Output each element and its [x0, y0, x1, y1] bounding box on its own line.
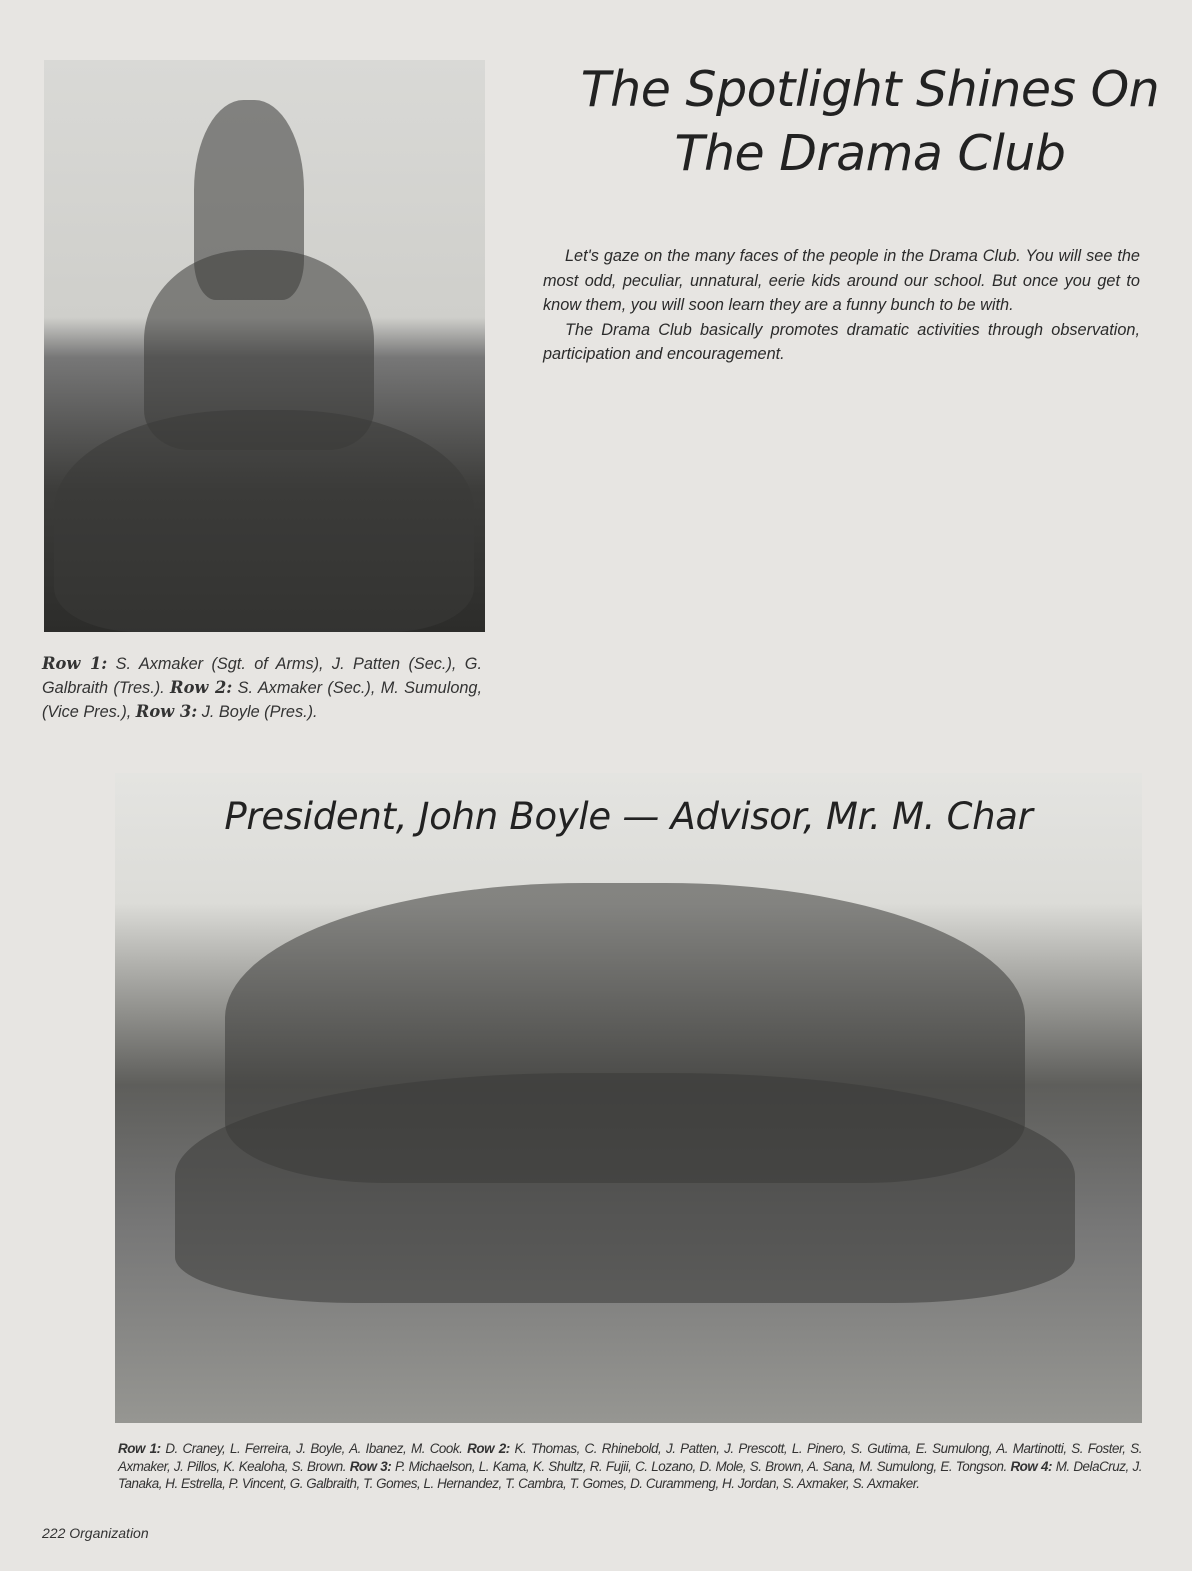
- intro-paragraph: The Drama Club basically promotes dramatic activities through observation, participation and encouragement.: [543, 320, 1140, 363]
- row-label: Row 2:: [467, 1441, 510, 1456]
- page-footer: 222 Organization: [42, 1525, 149, 1541]
- row-names: S. Axmaker (Sgt. of Arms), J. Patten (Sec.), G. Galbraith (Tres.).: [42, 655, 482, 697]
- intro-paragraph: Let's gaze on the many faces of the people in the Drama Club. You will see the most odd, peculiar, unnatural, eerie kids around our school. But once you get to know them, you will soon learn they are a funny bunch to be with.: [543, 247, 1140, 314]
- officers-caption: [42, 652, 482, 724]
- officers-photo: [44, 60, 485, 632]
- group-photo-title: President, John Boyle — Advisor, Mr. M. Char: [224, 795, 1033, 838]
- row-label: Row 4:: [1010, 1458, 1053, 1474]
- row-names: M. DelaCruz, J. Tanaka, H. Estrella, P. Vincent, G. Galbraith, T. Gomes, L. Hernandez, T. Cambra, T. Gomes, D. Curammeng, H. Jordan, S. Axmaker, S. Axmaker.: [118, 1458, 1142, 1491]
- group-caption: [118, 1440, 1142, 1493]
- intro-text: [543, 244, 1140, 367]
- page-title: [560, 58, 1180, 186]
- group-figure: [175, 1073, 1075, 1303]
- row-names: P. Michaelson, L. Kama, K. Shultz, R. Fujii, C. Lozano, D. Mole, S. Brown, A. Sana, M. Sumulong, E. Tongson.: [391, 1458, 1011, 1474]
- row-label: Row 3:: [349, 1458, 392, 1474]
- group-photo: [115, 773, 1142, 1423]
- title-line-2: The Drama Club: [674, 125, 1066, 182]
- row-names: D. Craney, L. Ferreira, J. Boyle, A. Ibanez, M. Cook.: [160, 1441, 468, 1456]
- person-figure: [54, 410, 474, 632]
- row-names: K. Thomas, C. Rhinebold, J. Patten, J. Prescott, L. Pinero, S. Gutima, E. Sumulong, A. Martinotti, S. Foster, S. Axmaker, J. Pillos, K. Kealoha, S. Brown.: [118, 1441, 1142, 1474]
- row-names: S. Axmaker (Sec.), M. Sumulong, (Vice Pres.),: [42, 679, 483, 721]
- row-label: Row 3:: [135, 702, 198, 721]
- title-line-1: The Spotlight Shines On: [580, 61, 1160, 118]
- row-label: Row 1:: [118, 1441, 161, 1456]
- row-label: Row 2:: [170, 678, 233, 697]
- row-names: J. Boyle (Pres.).: [197, 703, 318, 721]
- row-label: Row 1:: [42, 654, 108, 673]
